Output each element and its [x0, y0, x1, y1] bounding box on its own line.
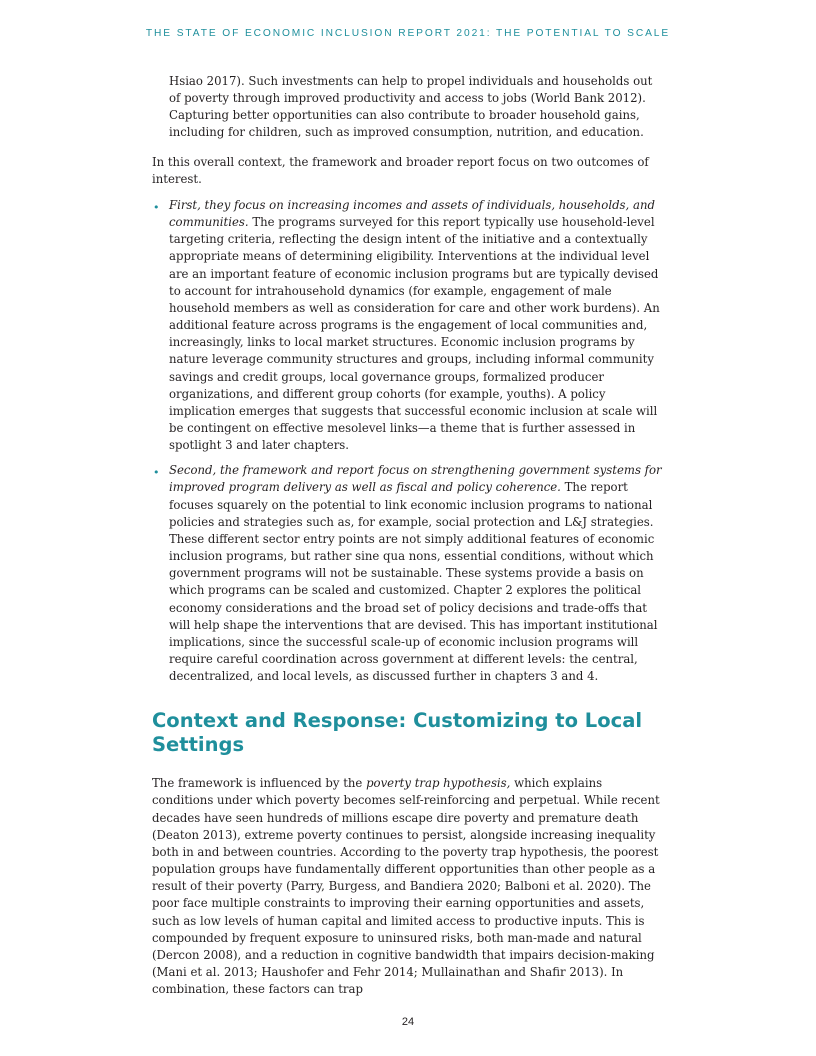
bullet-icon: • — [153, 200, 160, 214]
list-item — [152, 462, 664, 685]
bullet-icon: • — [153, 466, 160, 480]
section-paragraph: The framework is influenced by the poverty trap hypothesis, which explains conditions under which poverty becomes self-reinforcing and perpetual. While recent decades have seen hundreds of millions escape dire poverty and premature death (Deaton 2013), extreme poverty continues to persist, alongside increasing inequality both in and between countries. According to the poverty trap hypothesis, the poorest population groups have fundamentally different opportunities than other people as a result of their poverty (Parry, Burgess, and Bandiera 2020; Balboni et al. 2020). The poor face multiple constraints to improving their earning opportunities and assets, such as low levels of human capital and limited access to productive inputs. This is compounded by frequent exposure to uninsured risks, both man-made and natural (Dercon 2008), and a reduction in cognitive bandwidth that impairs decision-making (Mani et al. 2013; Haushofer and Fehr 2014; Mullainathan and Shafir 2013). In combination, these factors can trap — [152, 776, 660, 997]
outcome-list — [152, 197, 664, 685]
running-header: THE STATE OF ECONOMIC INCLUSION REPORT 2021: THE POTENTIAL TO SCALE — [145, 28, 671, 39]
italic-term: poverty trap hypothesis, — [366, 776, 511, 791]
bullet-text: The report focuses squarely on the potential to link economic inclusion programs to national policies and strategies such as, for example, social protection and L&J strategies. These different sector entry points are not simply additional features of economic inclusion programs, but rather sine qua nons, essential conditions, without which government programs will not be sustainable. These systems provide a basis on which programs can be scaled and customized. Chapter 2 explores the political economy considerations and the broad set of policy decisions and trade-offs that will help shape the interventions that are devised. This has important institutional implications, since the successful scale-up of economic inclusion programs will require careful coordination across government at different levels: the central, decentralized, and local levels, as discussed further in chapters 3 and 4. — [169, 480, 658, 684]
intro-paragraph: In this overall context, the framework and broader report focus on two outcomes of interest. — [152, 154, 649, 186]
page-content — [152, 73, 664, 998]
list-item — [152, 197, 664, 454]
bullet-lead: First, they focus on increasing incomes and assets of individuals, households, and communities. — [169, 197, 655, 230]
continued-paragraph: Hsiao 2017). Such investments can help to propel individuals and households out of poverty through improved productivity and access to jobs (World Bank 2012). Capturing better opportunities can also contribute to broader household gains, including for children, such as improved consumption, nutrition, and education. — [169, 74, 653, 140]
section-heading: Context and Response: Customizing to Local Settings — [152, 709, 643, 757]
bullet-text: The programs surveyed for this report typically use household-level targeting criteria, reflecting the design intent of the initiative and a contextually appropriate means of determining eligibility. Interventions at the individual level are an important feature of economic inclusion programs but are typically devised to account for intrahousehold dynamics (for example, engagement of male household members as well as consideration for care and other work burdens). An additional feature across programs is the engagement of local communities and, increasingly, links to local market structures. Economic inclusion programs by nature leverage community structures and groups, including informal community savings and credit groups, local governance groups, formalized producer organizations, and different group cohorts (for example, youths). A policy implication emerges that suggests that successful economic inclusion at scale will be contingent on effective mesolevel links—a theme that is further assessed in spotlight 3 and later chapters. — [169, 215, 660, 453]
bullet-lead: Second, the framework and report focus on strengthening government systems for improved program delivery as well as fiscal and policy coherence. — [169, 463, 662, 495]
page-number: 24 — [401, 1016, 415, 1028]
